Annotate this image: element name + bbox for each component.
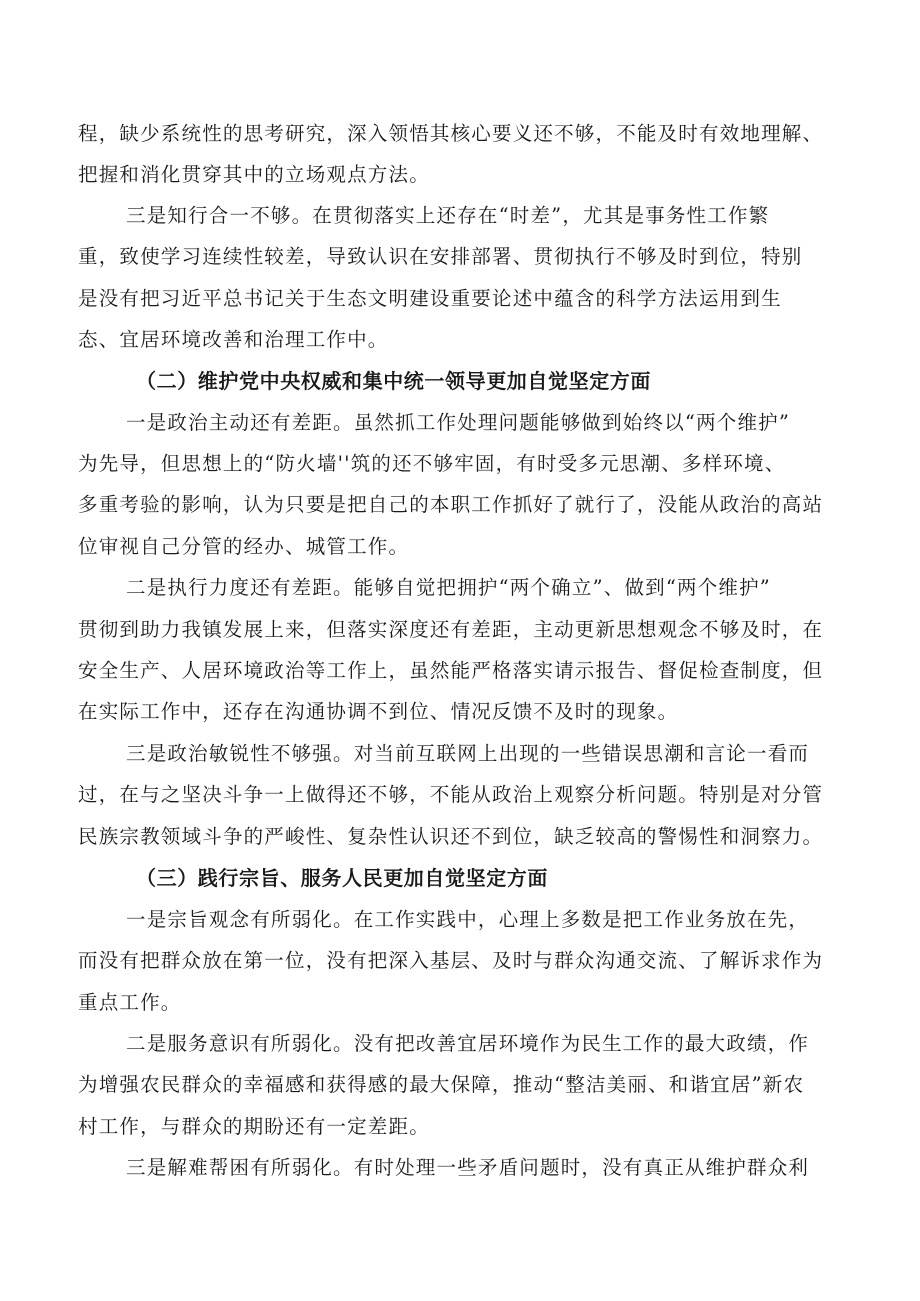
- section-heading: （三）践行宗旨、服务人民更加自觉坚定方面: [136, 866, 548, 890]
- paragraph-line: 三是解难帮困有所弱化。有时处理一些矛盾问题时，没有真正从维护群众利: [126, 1156, 810, 1179]
- paragraph-line: 三是政治敏锐性不够强。对当前互联网上出现的一些错误思潮和言论一看而: [126, 742, 810, 765]
- paragraph-line: 在实际工作中，还存在沟通协调不到位、情况反馈不及时的现象。: [78, 700, 679, 723]
- section-heading: （二）维护党中央权威和集中统一领导更加自觉坚定方面: [136, 369, 651, 393]
- paragraph-line: 态、宜居环境改善和治理工作中。: [78, 328, 389, 351]
- paragraph-line: 重点工作。: [78, 991, 182, 1014]
- paragraph-line: 多重考验的影响，认为只要是把自己的本职工作抓好了就行了，没能从政治的高站: [78, 493, 824, 516]
- paragraph-line: 一是政治主动还有差距。虽然抓工作处理问题能够做到始终以“两个维护”: [126, 411, 791, 434]
- paragraph-line: 三是知行合一不够。在贯彻落实上还存在“时差”，尤其是事务性工作繁: [126, 204, 770, 227]
- paragraph-line: 民族宗教领域斗争的严峻性、复杂性认识还不到位，缺乏较高的警惕性和洞察力。: [78, 825, 824, 848]
- paragraph-line: 二是服务意识有所弱化。没有把改善宜居环境作为民生工作的最大政绩，作: [126, 1032, 810, 1055]
- paragraph-line: 贯彻到助力我镇发展上来，但落实深度还有差距，主动更新思想观念不够及时，在: [78, 618, 824, 641]
- paragraph-line: 是没有把习近平总书记关于生态文明建设重要论述中蕴含的科学方法运用到生: [78, 287, 782, 310]
- paragraph-line: 重，致使学习连续性较差，导致认识在安排部署、贯彻执行不够及时到位，特别: [78, 245, 803, 268]
- paragraph-line: 把握和消化贯穿其中的立场观点方法。: [78, 163, 430, 186]
- paragraph-line: 过，在与之坚决斗争一上做得还不够，不能从政治上观察分析问题。特别是对分管: [78, 783, 824, 806]
- paragraph-line: 为先导，但思想上的“防火墙''筑的还不够牢固，有时受多元思潮、多样环境、: [78, 452, 786, 475]
- paragraph-line: 位审视自己分管的经办、城管工作。: [78, 535, 410, 558]
- paragraph-line: 一是宗旨观念有所弱化。在工作实践中，心理上多数是把工作业务放在先，: [126, 908, 810, 931]
- paragraph-line: 为增强农民群众的幸福感和获得感的最大保障，推动“整洁美丽、和谐宜居”新农: [78, 1073, 805, 1096]
- paragraph-line: 村工作，与群众的期盼还有一定差距。: [78, 1115, 430, 1138]
- paragraph-line: 而没有把群众放在第一位，没有把深入基层、及时与群众沟通交流、了解诉求作为: [78, 949, 824, 972]
- paragraph-line: 程，缺少系统性的思考研究，深入领悟其核心要义还不够，不能及时有效地理解、: [78, 122, 824, 145]
- paragraph-line: 安全生产、人居环境政治等工作上，虽然能严格落实请示报告、督促检查制度，但: [78, 659, 824, 682]
- paragraph-line: 二是执行力度还有差距。能够自觉把拥护“两个确立”、做到“两个维护”: [126, 576, 771, 599]
